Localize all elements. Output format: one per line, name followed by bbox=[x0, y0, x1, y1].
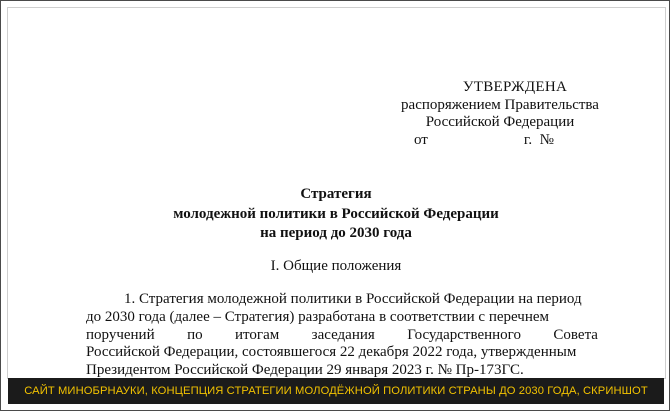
title-line-2: молодежной политики в Российской Федерации bbox=[173, 205, 499, 222]
approval-line-2: Российской Федерации bbox=[425, 114, 575, 130]
section-heading: I. Общие положения bbox=[270, 258, 402, 274]
paragraph-word: Государственного bbox=[407, 326, 521, 343]
image-caption: САЙТ МИНОБРНАУКИ, КОНЦЕПЦИЯ СТРАТЕГИИ МОЛОДЁЖНОЙ ПОЛИТИКИ СТРАНЫ ДО 2030 ГОДА, СКРИНШОТ bbox=[8, 378, 664, 404]
approval-date-line bbox=[380, 132, 620, 150]
approval-stamp bbox=[380, 79, 620, 149]
title-line-1: Стратегия bbox=[300, 186, 372, 202]
paragraph-line-1: 1. Стратегия молодежной политики в Российской Федерации на период bbox=[124, 291, 582, 307]
body-paragraph bbox=[86, 291, 598, 380]
document-title bbox=[0, 185, 672, 244]
paragraph-line-4: Российской Федерации, состоявшегося 22 декабря 2022 года, утвержденным bbox=[86, 344, 577, 361]
approval-number-sign: № bbox=[539, 131, 554, 148]
approval-heading: УТВЕРЖДЕНА bbox=[462, 79, 568, 95]
paragraph-word: заседания bbox=[311, 326, 375, 343]
paragraph-line-2: до 2030 года (далее – Стратегия) разработана в соответствии с перечнем bbox=[86, 308, 550, 325]
paragraph-word: поручений bbox=[86, 326, 155, 343]
paragraph-line-5: Президентом Российской Федерации 29 января 2023 г. № Пр-173ГС. bbox=[86, 362, 524, 379]
paragraph-word: по bbox=[187, 326, 203, 343]
approval-line-1: распоряжением Правительства bbox=[401, 96, 599, 113]
paragraph-line-3 bbox=[86, 327, 598, 345]
approval-year-suffix: г. bbox=[523, 131, 533, 148]
paragraph-word: Совета bbox=[553, 326, 598, 343]
paragraph-word: итогам bbox=[235, 326, 280, 343]
title-line-3: на период до 2030 года bbox=[260, 225, 412, 241]
approval-from: от bbox=[414, 131, 428, 148]
